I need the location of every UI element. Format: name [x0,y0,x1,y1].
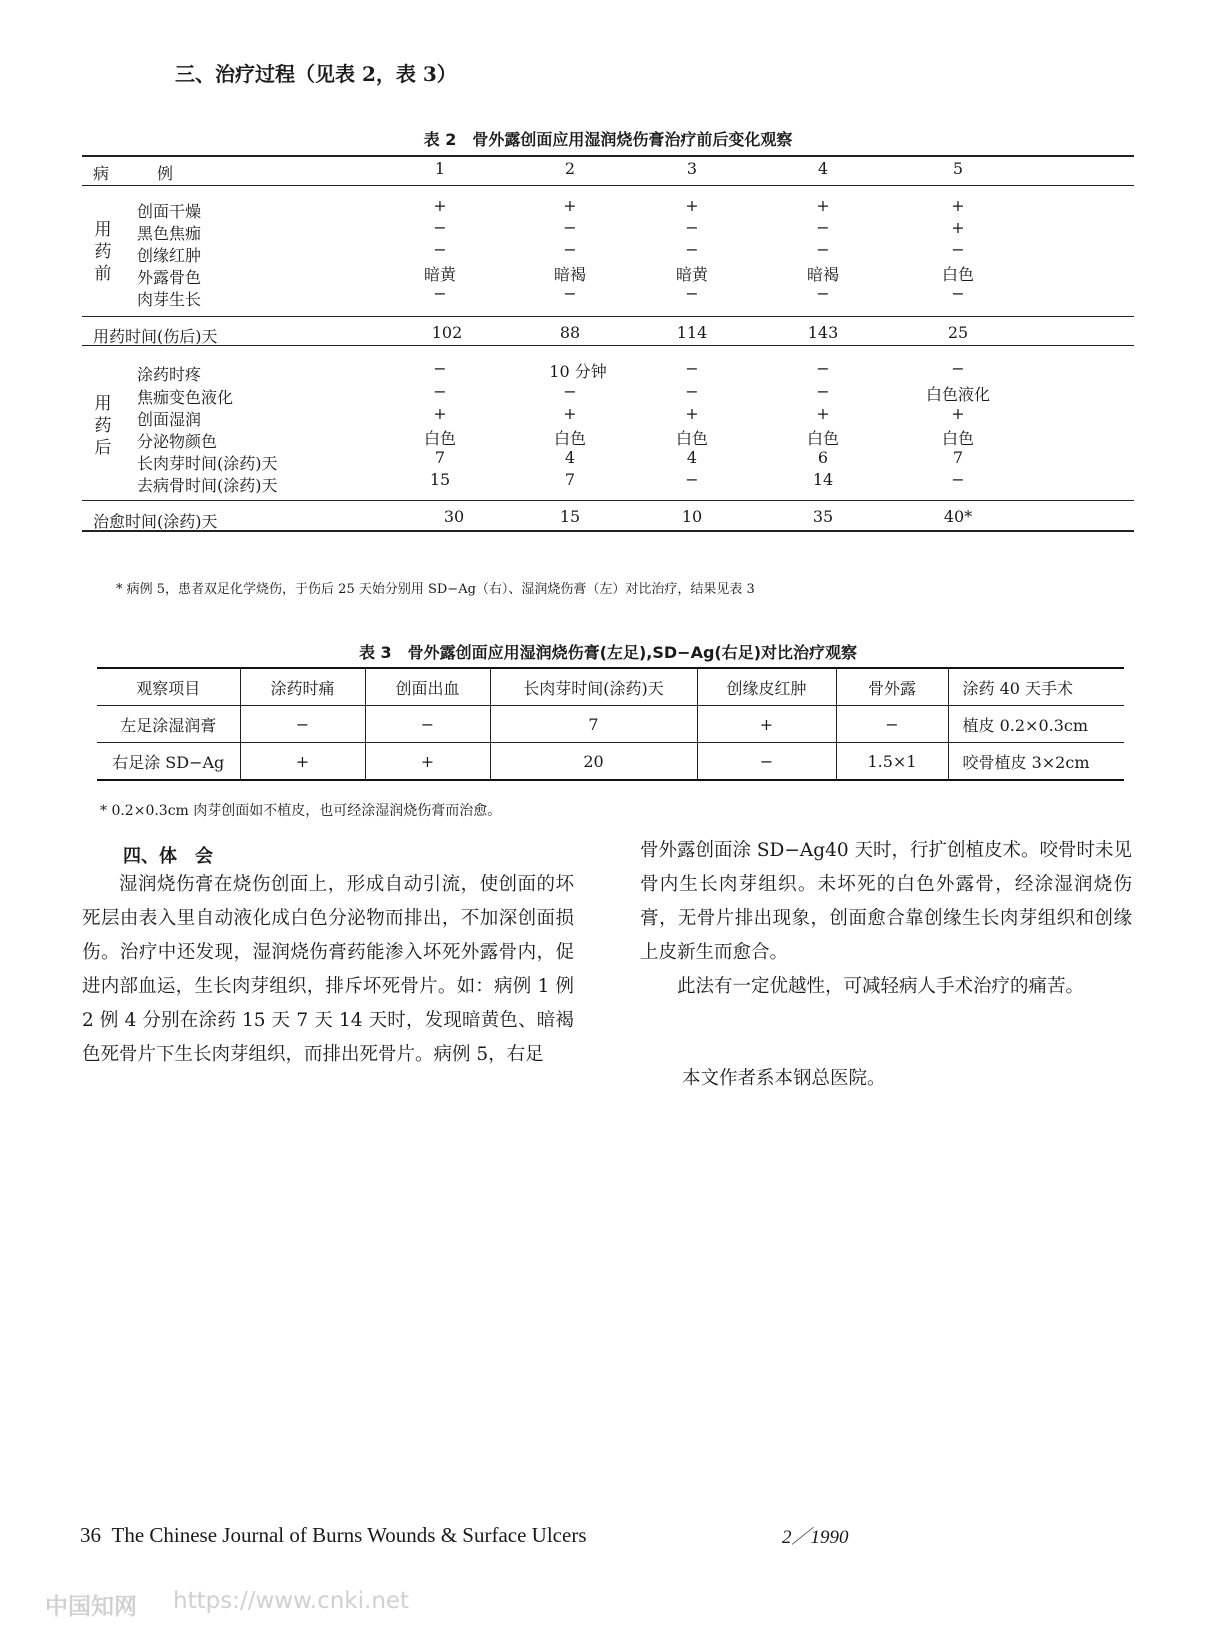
table3-header-row [97,668,1124,706]
table2-cell: − [563,284,577,303]
table2-row-label: 治愈时间(涂药)天 [93,512,218,531]
table2-cell: 114 [676,323,708,342]
cnki-url: https://www.cnki.net [173,1588,410,1614]
table3-footnote: * 0.2×0.3cm 肉芽创面如不植皮，也可经涂湿润烧伤膏而治愈。 [100,803,502,819]
table2-title: 表 2 骨外露创面应用湿润烧伤膏治疗前后变化观察 [423,130,793,149]
table2-cell: 30 [443,507,465,526]
table2-cell: 14 [812,470,834,489]
table3-header: 涂药 40 天手术 [948,668,1124,706]
section4-right-paragraph: 骨外露创面涂 SD−Ag40 天时，行扩创植皮术。咬骨时未见骨内生长肉芽组织。未坏死的白色外露骨，经涂湿润烧伤膏，无骨片排出现象，创面愈合靠创缘生长肉芽组织和创缘上皮新生而愈合。 [640,840,1133,963]
table2-case-number: 5 [952,159,964,178]
table2-divider-rule [82,316,1134,317]
table2-cell: − [433,382,447,401]
table3-cell: 植皮 0.2×0.3cm [948,706,1124,743]
table2-cell: 15 [429,470,451,489]
table3-cell: 左足涂湿润膏 [97,706,240,743]
table2-cell: 7 [952,448,964,467]
table2-cell: − [685,240,699,259]
table3-cell: − [240,706,365,743]
table2-group-after: 用 药 后 [94,394,112,458]
table2-cell: 白色 [806,429,839,448]
footer-journal-line [80,1523,587,1548]
table2-cell: − [816,240,830,259]
table2-row-label: 涂药时疼 [137,365,202,384]
table3-header: 创缘皮红肿 [697,668,836,706]
table2-footnote: * 病例 5，患者双足化学烧伤，于伤后 25 天始分别用 SD−Ag（右）、湿润烧伤膏（左）对比治疗，结果见表 3 [116,582,755,597]
table3-cell: − [836,706,948,743]
table2-row-label: 黑色焦痂 [137,224,202,243]
table2-cell: 40* [943,507,973,526]
table2-cell: − [685,218,699,237]
table2-cell: − [563,382,577,401]
table2-cell: + [816,404,830,423]
table2-cell: − [563,240,577,259]
table2-cell: 10 [681,507,703,526]
table2-cell: 白色 [423,429,456,448]
table3 [97,667,1124,781]
table2-cell: − [951,284,965,303]
table2-cell: + [563,404,577,423]
table2-row-label: 长肉芽时间(涂药)天 [137,454,278,473]
table2-row-label: 外露骨色 [137,268,202,287]
table2-cell: − [433,284,447,303]
table2-row-label: 焦痂变色液化 [137,388,234,407]
table2-header-rule [82,185,1134,186]
table2-cell: + [433,404,447,423]
table2-cell: 143 [807,323,839,342]
table2-cell: − [951,240,965,259]
table2-cell: 7 [564,470,576,489]
table2-cell: 7 [434,448,446,467]
table2-cell: 白色 [553,429,586,448]
table3-cell: − [697,743,836,781]
table2-divider-rule [82,500,1134,501]
table3-cell: 右足涂 SD−Ag [97,743,240,781]
table2-cell: 暗黄 [675,265,708,284]
table3-cell: 1.5×1 [836,743,948,781]
table2-cell: 白色液化 [925,385,990,404]
table2-row-label: 分泌物颜色 [137,432,218,451]
table2-row-label: 创面湿润 [137,410,202,429]
table2-divider-rule [82,345,1134,346]
table2-cell: − [816,284,830,303]
table2-cell: + [951,218,965,237]
author-note: 本文作者系本钢总医院。 [682,1068,886,1089]
table2-case-number: 3 [686,159,698,178]
table2-cell: + [951,404,965,423]
table3-header: 骨外露 [836,668,948,706]
table2-case-number: 4 [817,159,829,178]
table2-cell: − [685,382,699,401]
table2-cell: − [563,218,577,237]
table2-cell: − [816,218,830,237]
table3-header: 观察项目 [97,668,240,706]
table3-cell: + [240,743,365,781]
table2-cell: 白色 [941,429,974,448]
table2-row-label: 去病骨时间(涂药)天 [137,476,278,495]
table3-header: 创面出血 [365,668,490,706]
table3-header: 长肉芽时间(涂药)天 [490,668,697,706]
table2-cell: 10 分钟 [549,362,607,381]
table2-cell: 暗黄 [423,265,456,284]
table2-cell: 6 [817,448,829,467]
table2-cell: 4 [564,448,576,467]
table2-row-label: 创缘红肿 [137,246,202,265]
table2-cell: − [951,470,965,489]
table2-cell: 35 [812,507,834,526]
table2-cell: − [951,359,965,378]
table3-header: 涂药时痛 [240,668,365,706]
table2-cell: − [685,470,699,489]
section4-left-paragraph: 湿润烧伤膏在烧伤创面上，形成自动引流，使创面的坏死层由表入里自动液化成白色分泌物而排出，不加深创面损伤。治疗中还发现，湿润烧伤膏药能渗入坏死外露骨内，促进内部血运，生长肉芽组织，排斥坏死骨片。如：病例 1 例 2 例 4 分别在涂药 15 天 7 天 14 天时，发现暗黄色、暗褐色死骨片下生长肉芽组织，而排出死骨片。病例 5，右足 [82,874,574,1065]
table2-case-number: 2 [564,159,576,178]
table3-title: 表 3 骨外露创面应用湿润烧伤膏(左足),SD−Ag(右足)对比治疗观察 [358,643,858,662]
table2-cell: 暗褐 [806,265,839,284]
table2-row-label: 创面干燥 [137,202,202,221]
cnki-logo-text: 中国知网 [45,1594,137,1620]
table2-group-before: 用 药 前 [94,220,112,284]
table3-cell: + [365,743,490,781]
table2-cell: + [563,196,577,215]
table2-top-rule [82,155,1134,157]
table-row [97,706,1124,743]
table2-bottom-rule [82,530,1134,532]
table2-cell: 88 [559,323,581,342]
table2-cell: 白色 [675,429,708,448]
table3-cell: 7 [490,706,697,743]
table2-cell: − [433,359,447,378]
page-number: 36 [80,1523,101,1547]
table2-cell: − [685,359,699,378]
table2-cell: 25 [947,323,969,342]
table2-cell: + [816,196,830,215]
table2-cell: 4 [686,448,698,467]
table2-cell: − [816,359,830,378]
section4-right-paragraph-2: 此法有一定优越性，可减轻病人手术治疗的痛苦。 [677,976,1085,997]
table2-row-label: 用药时间(伤后)天 [93,327,218,346]
journal-name: The Chinese Journal of Burns Wounds & Surface Ulcers [111,1523,587,1547]
table2-cell: 15 [559,507,581,526]
table3-cell: 咬骨植皮 3×2cm [948,743,1124,781]
table2-cell: − [433,218,447,237]
section4-title: 四、体 会 [123,846,213,867]
table2-cell: + [685,196,699,215]
table2-cell: + [951,196,965,215]
table3-cell: − [365,706,490,743]
table2-header-label: 病 例 [93,164,174,183]
table2-cell: 白色 [941,265,974,284]
table2-cell: − [816,382,830,401]
table3-cell: + [697,706,836,743]
table2-row-label: 肉芽生长 [137,290,202,309]
section-title: 三、治疗过程（见表 2，表 3） [175,62,457,86]
table2-cell: 暗褐 [553,265,586,284]
table3-cell: 20 [490,743,697,781]
table2-case-number: 1 [434,159,446,178]
table-row [97,743,1124,781]
table2-cell: − [433,240,447,259]
table2-cell: − [685,284,699,303]
issue-number: 2／1990 [782,1527,849,1548]
table2-cell: + [433,196,447,215]
table2-cell: 102 [431,323,463,342]
table2-cell: + [685,404,699,423]
